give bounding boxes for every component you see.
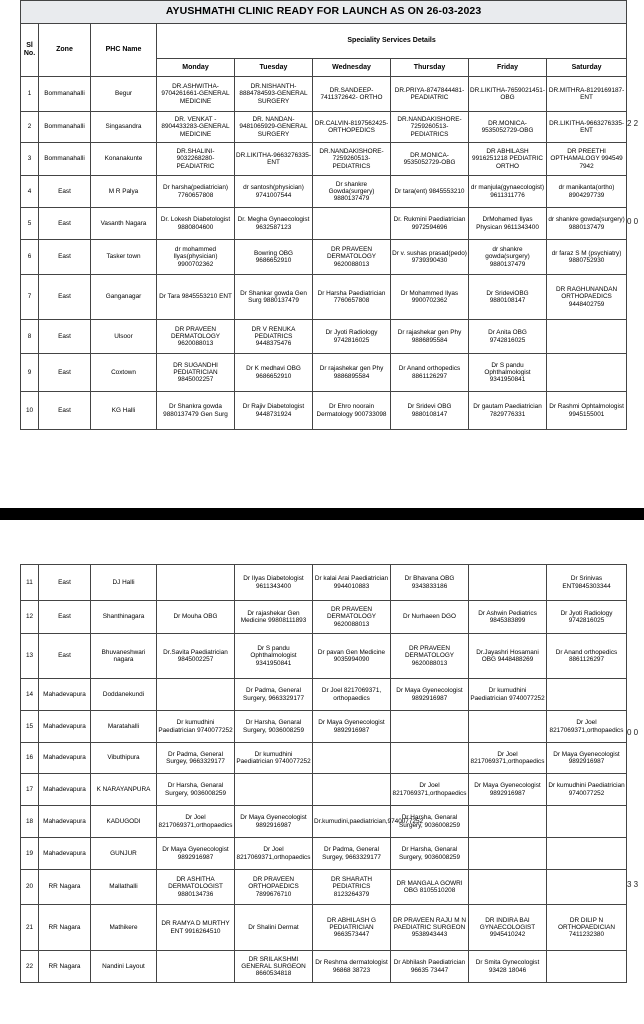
cell-sat: dr shankre gowda(surgery) 9880137479 (547, 208, 627, 240)
cell-phc: Coxtown (91, 354, 157, 392)
table-2-body (21, 565, 627, 983)
cell-wed: Dr Harsha Paediatrician 7760657808 (313, 275, 391, 320)
table-row (21, 565, 627, 601)
cell-wed: Dr shankre Gowda(surgery) 9880137479 (313, 176, 391, 208)
cell-wed: Dr.kumudini,paediatrician,9740077252 (313, 806, 391, 838)
cell-tue: DR PRAVEEN ORTHOPAEDICS 7899676710 (235, 870, 313, 905)
cell-zone: RR Nagara (39, 870, 91, 905)
table-1-body (21, 77, 627, 430)
cell-phc: Mallathalli (91, 870, 157, 905)
cell-thu: Dr Harsha, Genaral Surgery, 9036008259 (391, 806, 469, 838)
cell-sl: 19 (21, 838, 39, 870)
cell-wed: DR PRAVEEN DERMATOLOGY 9620088013 (313, 601, 391, 634)
cell-thu (391, 711, 469, 743)
table-row (21, 806, 627, 838)
cell-fri: Dr Maya Gyenecologist 9892916987 (469, 774, 547, 806)
cell-sl: 17 (21, 774, 39, 806)
cell-phc: Ganganagar (91, 275, 157, 320)
cell-tue: Dr S pandu Ophthalmologist 9341950841 (235, 634, 313, 679)
cell-sl: 10 (21, 392, 39, 430)
cell-sat: DR.MITHRA-8129169187-ENT (547, 77, 627, 112)
cell-phc: Singasandra (91, 112, 157, 143)
cell-tue: Dr Rajiv Diabetologist 9448731924 (235, 392, 313, 430)
cell-wed (313, 743, 391, 774)
cell-tue: DR.LIKITHA-9663276335-ENT (235, 143, 313, 176)
table-row (21, 905, 627, 951)
header-wednesday: Wednesday (313, 59, 391, 77)
cell-tue: DR SRILAKSHMI GENERAL SURGEON 8660534818 (235, 951, 313, 983)
cell-sl: 7 (21, 275, 39, 320)
cell-tue: DR.NISHANTH-8884784593-GENERAL SURGERY (235, 77, 313, 112)
cell-fri: Dr S pandu Ophthalmologist 9341950841 (469, 354, 547, 392)
table-row (21, 176, 627, 208)
cell-wed: DR.CALVIN-8197562425-ORTHOPEDICS (313, 112, 391, 143)
cell-tue: Dr. Megha Gynaecologist 9632587123 (235, 208, 313, 240)
cell-mon: DR PRAVEEN DERMATOLOGY 9620088013 (157, 320, 235, 354)
cell-phc: DJ Halli (91, 565, 157, 601)
cell-fri: Dr kumudhini Paediatrician 9740077252 (469, 679, 547, 711)
edge-mark: 2 2 (627, 119, 639, 128)
clinic-table-1 (20, 0, 627, 430)
cell-phc: Begur (91, 77, 157, 112)
cell-phc: Bhuvaneshwari nagara (91, 634, 157, 679)
cell-tue: DR. NANDAN-9481065929-GENERAL SURGERY (235, 112, 313, 143)
cell-mon: DR.ASHWITHA-9704261661-GENERAL MEDICINE (157, 77, 235, 112)
edge-mark: 0 0 (627, 728, 639, 737)
cell-phc: Konanakunte (91, 143, 157, 176)
cell-thu: Dr tara(ent) 9845553210 (391, 176, 469, 208)
cell-mon: DR.SHALINI-9032268280-PEADIATRIC (157, 143, 235, 176)
cell-tue: Dr rajashekar Gen Medicine 99808111893 (235, 601, 313, 634)
cell-sat: DR DILIP N ORTHOPAEDICIAN 7411232380 (547, 905, 627, 951)
cell-mon: Dr. Lokesh Diabetologist 9880804600 (157, 208, 235, 240)
cell-zone: East (39, 208, 91, 240)
cell-fri (469, 870, 547, 905)
cell-sl: 20 (21, 870, 39, 905)
header-tuesday: Tuesday (235, 59, 313, 77)
table-row (21, 951, 627, 983)
cell-fri: Dr Ashwin Pediatrics 9845383899 (469, 601, 547, 634)
cell-sat: DR PREETHI OPTHAMALOGY 994549 7942 (547, 143, 627, 176)
cell-zone: East (39, 565, 91, 601)
cell-sl: 18 (21, 806, 39, 838)
cell-thu: Dr rajashekar gen Phy 9886895584 (391, 320, 469, 354)
cell-thu: Dr Nurhaeen DGO (391, 601, 469, 634)
cell-sat: Dr Srinivas ENT9845303344 (547, 565, 627, 601)
cell-mon: DR RAMYA D MURTHY ENT 9916264510 (157, 905, 235, 951)
header-saturday: Saturday (547, 59, 627, 77)
cell-mon: Dr Mouha OBG (157, 601, 235, 634)
cell-zone: Bommanahalli (39, 112, 91, 143)
cell-sat (547, 806, 627, 838)
table-row (21, 634, 627, 679)
table-row (21, 601, 627, 634)
cell-sat: Dr Maya Gyenecologist 9892916987 (547, 743, 627, 774)
cell-wed: Dr rajashekar gen Phy 9886895584 (313, 354, 391, 392)
cell-phc: Vasanth Nagara (91, 208, 157, 240)
cell-wed: DR.NANDAKISHORE-7259260513-PEDIATRICS (313, 143, 391, 176)
page-title: AYUSHMATHI CLINIC READY FOR LAUNCH AS ON 26-03-2023 (21, 1, 627, 24)
cell-sl: 1 (21, 77, 39, 112)
cell-thu: DR.NANDAKISHORE-7259260513-PEDIATRICS (391, 112, 469, 143)
cell-tue: Dr kumudhini Paediatrician 9740077252 (235, 743, 313, 774)
cell-mon: Dr harsha(pediatrician) 7760657808 (157, 176, 235, 208)
table-row (21, 112, 627, 143)
cell-mon (157, 951, 235, 983)
cell-zone: RR Nagara (39, 905, 91, 951)
cell-sat: DR RAGHUNANDAN ORTHOPAEDICS 9448402759 (547, 275, 627, 320)
cell-tue: DR V RENUKA PEDIATRICS 9448375476 (235, 320, 313, 354)
cell-sl: 2 (21, 112, 39, 143)
cell-zone: Bommanahalli (39, 143, 91, 176)
cell-thu: Dr Maya Gyenecologist 9892916987 (391, 679, 469, 711)
cell-wed: DR PRAVEEN DERMATOLOGY 9620088013 (313, 240, 391, 275)
page-separator (0, 508, 644, 520)
table-row (21, 275, 627, 320)
cell-zone: East (39, 240, 91, 275)
cell-sat (547, 870, 627, 905)
edge-mark: 3 3 (627, 880, 639, 889)
cell-thu: Dr Anand orthopedics 8861126297 (391, 354, 469, 392)
table-row (21, 392, 627, 430)
cell-fri: DrMohamed Ilyas Physican 9611343400 (469, 208, 547, 240)
cell-mon (157, 679, 235, 711)
cell-phc: GUNJUR (91, 838, 157, 870)
header-sl-no: Sl No. (21, 24, 39, 77)
cell-phc: KADUGODI (91, 806, 157, 838)
cell-wed (313, 208, 391, 240)
cell-phc: Maratahalli (91, 711, 157, 743)
cell-sl: 15 (21, 711, 39, 743)
cell-sat (547, 354, 627, 392)
cell-fri (469, 565, 547, 601)
cell-mon: Dr Tara 9845553210 ENT (157, 275, 235, 320)
cell-zone: Bommanahalli (39, 77, 91, 112)
cell-zone: East (39, 392, 91, 430)
cell-fri: dr manjula(gynaecologist) 9611311776 (469, 176, 547, 208)
cell-thu: Dr Joel 8217069371,orthopaedics (391, 774, 469, 806)
cell-sl: 22 (21, 951, 39, 983)
cell-wed: Dr Jyoti Radiology 9742816025 (313, 320, 391, 354)
header-friday: Friday (469, 59, 547, 77)
cell-tue: Dr Shalini Dermat (235, 905, 313, 951)
cell-thu: Dr Sridevi OBG 9880108147 (391, 392, 469, 430)
header-speciality-services: Speciality Services Details (157, 24, 627, 59)
cell-mon: Dr Maya Gyenecologist 9892916987 (157, 838, 235, 870)
cell-tue: Dr K medhavi OBG 9686652910 (235, 354, 313, 392)
cell-sat: dr manikanta(ortho) 8904297739 (547, 176, 627, 208)
cell-fri: DR INDIRA BAI GYNAECOLOGIST 9945410242 (469, 905, 547, 951)
table-row (21, 838, 627, 870)
clinic-table-2 (20, 564, 627, 983)
cell-wed: Dr Maya Gyenecologist 9892916987 (313, 711, 391, 743)
cell-sat (547, 679, 627, 711)
table-row (21, 143, 627, 176)
cell-thu: DR.MONICA-9535052729-OBG (391, 143, 469, 176)
cell-phc: Vibuthipura (91, 743, 157, 774)
cell-mon: DR ASHITHA DERMATOLOGIST 9880134736 (157, 870, 235, 905)
cell-tue: Bowring OBG 9686652910 (235, 240, 313, 275)
header-zone: Zone (39, 24, 91, 77)
table-row (21, 743, 627, 774)
cell-fri: Dr Joel 8217069371,orthopaedics (469, 743, 547, 774)
cell-sl: 21 (21, 905, 39, 951)
cell-sat: Dr kumudhini Paediatrician 9740077252 (547, 774, 627, 806)
cell-sl: 4 (21, 176, 39, 208)
cell-tue: Dr Maya Gyenecologist 9892916987 (235, 806, 313, 838)
cell-sl: 11 (21, 565, 39, 601)
cell-mon (157, 565, 235, 601)
cell-mon: Dr kumudhini Paediatrician 9740077252 (157, 711, 235, 743)
cell-sl: 12 (21, 601, 39, 634)
cell-sat (547, 838, 627, 870)
cell-fri (469, 711, 547, 743)
cell-thu: DR MANGALA GOWRI OBG 8105510208 (391, 870, 469, 905)
cell-zone: Mahadevapura (39, 711, 91, 743)
cell-tue: dr santosh(physician) 9741007544 (235, 176, 313, 208)
cell-zone: East (39, 176, 91, 208)
cell-wed: Dr Padma, General Surgey, 9663329177 (313, 838, 391, 870)
cell-zone: Mahadevapura (39, 774, 91, 806)
cell-thu (391, 743, 469, 774)
cell-sl: 8 (21, 320, 39, 354)
table-row (21, 679, 627, 711)
cell-zone: Mahadevapura (39, 806, 91, 838)
cell-tue (235, 774, 313, 806)
cell-wed: DR ABHILASH G PEDIATRICIAN 9663573447 (313, 905, 391, 951)
cell-thu: DR PRAVEEN DERMATOLOGY 9620088013 (391, 634, 469, 679)
cell-sl: 9 (21, 354, 39, 392)
cell-sl: 13 (21, 634, 39, 679)
cell-wed: Dr Reshma dermatologist 96868 38723 (313, 951, 391, 983)
table-row (21, 774, 627, 806)
cell-tue: Dr Shankar gowda Gen Surg 9880137479 (235, 275, 313, 320)
cell-thu: Dr Mohammed Ilyas 9900702362 (391, 275, 469, 320)
cell-zone: Mahadevapura (39, 679, 91, 711)
cell-sl: 5 (21, 208, 39, 240)
cell-zone: East (39, 320, 91, 354)
cell-mon: dr mohammed Ilyas(physician) 9900702362 (157, 240, 235, 275)
cell-wed: DR SHARATH PEDIATRICS 8123264379 (313, 870, 391, 905)
cell-sl: 3 (21, 143, 39, 176)
cell-sat: DR.LIKITHA-9663276335-ENT (547, 112, 627, 143)
table-row (21, 711, 627, 743)
cell-thu: DR PRAVEEN RAJU M N PAEDIATRIC SURGEON 9538943443 (391, 905, 469, 951)
cell-fri: DR ABHILASH 9916251218 PEDIATRIC ORTHO (469, 143, 547, 176)
cell-zone: East (39, 601, 91, 634)
cell-mon: DR SUGANDHI PEDIATRICIAN 9845002257 (157, 354, 235, 392)
cell-mon: DR. VENKAT - 8904433283-GENERAL MEDICINE (157, 112, 235, 143)
cell-sat: Dr Jyoti Radiology 9742816025 (547, 601, 627, 634)
cell-wed: DR.SANDEEP-7411372642- ORTHO (313, 77, 391, 112)
cell-mon: Dr Padma, General Surgey, 9663329177 (157, 743, 235, 774)
cell-thu: Dr. Rukmini Paediatrician 9972594696 (391, 208, 469, 240)
cell-fri: DR.MONICA-9535052729-OBG (469, 112, 547, 143)
cell-phc: Tasker town (91, 240, 157, 275)
cell-thu: Dr Bhavana OBG 9343833186 (391, 565, 469, 601)
cell-sat: Dr Rashmi Ophtalmologist 9945155001 (547, 392, 627, 430)
cell-zone: Mahadevapura (39, 838, 91, 870)
cell-zone: East (39, 275, 91, 320)
table-row (21, 240, 627, 275)
cell-wed: Dr pavan Gen Medicine 9035994090 (313, 634, 391, 679)
cell-fri: Dr Anita OBG 9742816025 (469, 320, 547, 354)
cell-sat: Dr Anand orthopedics 8861126297 (547, 634, 627, 679)
sheet-page-2 (20, 564, 626, 983)
cell-thu: Dr Abhilash Paediatrician 96635 73447 (391, 951, 469, 983)
cell-sat: Dr Joel 8217069371,orthopaedics (547, 711, 627, 743)
cell-tue: Dr Ilyas Diabetologist 9611343400 (235, 565, 313, 601)
cell-mon: Dr Harsha, Genaral Surgery, 9036008259 (157, 774, 235, 806)
cell-phc: Shanthinagara (91, 601, 157, 634)
cell-tue: Dr Harsha, Genaral Surgery, 9036008259 (235, 711, 313, 743)
cell-zone: Mahadevapura (39, 743, 91, 774)
header-phc-name: PHC Name (91, 24, 157, 77)
table-row (21, 870, 627, 905)
cell-thu: DR.PRIYA-8747844481-PEADIATRIC (391, 77, 469, 112)
cell-fri: Dr.Jayashri Hosamani OBG 9448488269 (469, 634, 547, 679)
sheet-page-1 (20, 0, 626, 430)
cell-sat: dr faraz S M (psychiatry) 9880752930 (547, 240, 627, 275)
cell-mon: Dr Shankra gowda 9880137479 Gen Surg (157, 392, 235, 430)
cell-phc: K NARAYANPURA (91, 774, 157, 806)
cell-zone: East (39, 354, 91, 392)
table-row (21, 320, 627, 354)
cell-zone: RR Nagara (39, 951, 91, 983)
cell-phc: Mathikere (91, 905, 157, 951)
table-row (21, 208, 627, 240)
header-thursday: Thursday (391, 59, 469, 77)
cell-mon: Dr.Savita Paediatrician 9845002257 (157, 634, 235, 679)
cell-sat (547, 320, 627, 354)
cell-fri (469, 838, 547, 870)
cell-fri (469, 806, 547, 838)
cell-tue: Dr Joel 8217069371,orthopaedics (235, 838, 313, 870)
cell-wed: Dr kalai Arai Paediatrician 9944010883 (313, 565, 391, 601)
cell-zone: East (39, 634, 91, 679)
cell-mon: Dr Joel 8217069371,orthopaedics (157, 806, 235, 838)
cell-wed: Dr Joel 8217069371, orthopaedics (313, 679, 391, 711)
table-row (21, 354, 627, 392)
cell-fri: Dr Smita Gynecologist 93428 18046 (469, 951, 547, 983)
cell-sl: 16 (21, 743, 39, 774)
cell-tue: Dr Padma, General Surgery, 9663329177 (235, 679, 313, 711)
cell-fri: Dr gautam Paediatrician 7829776331 (469, 392, 547, 430)
cell-phc: Nandini Layout (91, 951, 157, 983)
cell-wed: Dr Ehro noorain Dermatology 900733098 (313, 392, 391, 430)
cell-sl: 14 (21, 679, 39, 711)
cell-thu: Dr Harsha, Genaral Surgery, 9036008259 (391, 838, 469, 870)
edge-mark: 0 0 (627, 217, 639, 226)
header-monday: Monday (157, 59, 235, 77)
cell-phc: Doddanekundi (91, 679, 157, 711)
cell-sl: 6 (21, 240, 39, 275)
cell-phc: KG Halli (91, 392, 157, 430)
cell-sat (547, 951, 627, 983)
cell-fri: Dr SrideviOBG 9880108147 (469, 275, 547, 320)
cell-phc: M R Palya (91, 176, 157, 208)
cell-fri: DR.LIKITHA-7659021451-OBG (469, 77, 547, 112)
cell-phc: Ulsoor (91, 320, 157, 354)
table-row (21, 77, 627, 112)
cell-thu: Dr v. sushas prasad(pedo) 9739390430 (391, 240, 469, 275)
cell-wed (313, 774, 391, 806)
cell-fri: dr shankre gowda(surgery) 9880137479 (469, 240, 547, 275)
